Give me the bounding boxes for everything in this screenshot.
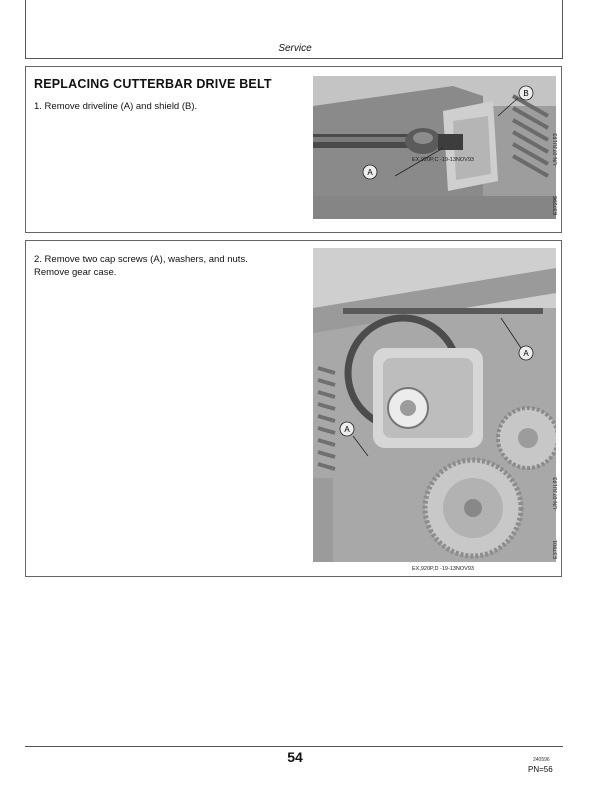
svg-text:A: A [367, 168, 373, 177]
document-id: 240596 [533, 757, 550, 763]
step-2-line-1: 2. Remove two cap screws (A), washers, and nuts. [34, 254, 248, 265]
step-1-text: 1. Remove driveline (A) and shield (B). [34, 101, 198, 112]
section-heading: REPLACING CUTTERBAR DRIVE BELT [34, 77, 272, 91]
step-2-text [34, 253, 294, 279]
procedure-panel-1 [25, 66, 562, 233]
figure-code: -UN-07JUL93 [553, 477, 559, 511]
figure-id: E37296 [553, 196, 559, 215]
svg-text:A: A [523, 349, 529, 358]
figure-id: E37901 [553, 540, 559, 559]
driveline-photo [313, 76, 556, 219]
svg-text:A: A [344, 425, 350, 434]
pn-label: PN=56 [528, 765, 553, 774]
figure-caption: EX,920P,D -19-13NOV93 [412, 566, 474, 572]
step-2-line-2: Remove gear case. [34, 267, 117, 278]
figure-caption: EX,920P,C -19-13NOV93 [412, 157, 474, 163]
gear-case-illustration [313, 248, 556, 562]
svg-text:B: B [523, 89, 529, 98]
callout-a [363, 165, 377, 179]
footer-rule [25, 746, 563, 747]
header-rule [25, 58, 563, 59]
figure-code: -UN-07JUL93 [553, 133, 559, 167]
gear-case-photo [313, 248, 556, 562]
page-header: Service [278, 43, 312, 54]
driveline-illustration [313, 76, 556, 219]
callout-b [519, 86, 533, 100]
callout-a-right [519, 346, 533, 360]
procedure-panel-2 [25, 240, 562, 577]
callout-a-left [340, 422, 354, 436]
page-number: 54 [287, 749, 303, 765]
